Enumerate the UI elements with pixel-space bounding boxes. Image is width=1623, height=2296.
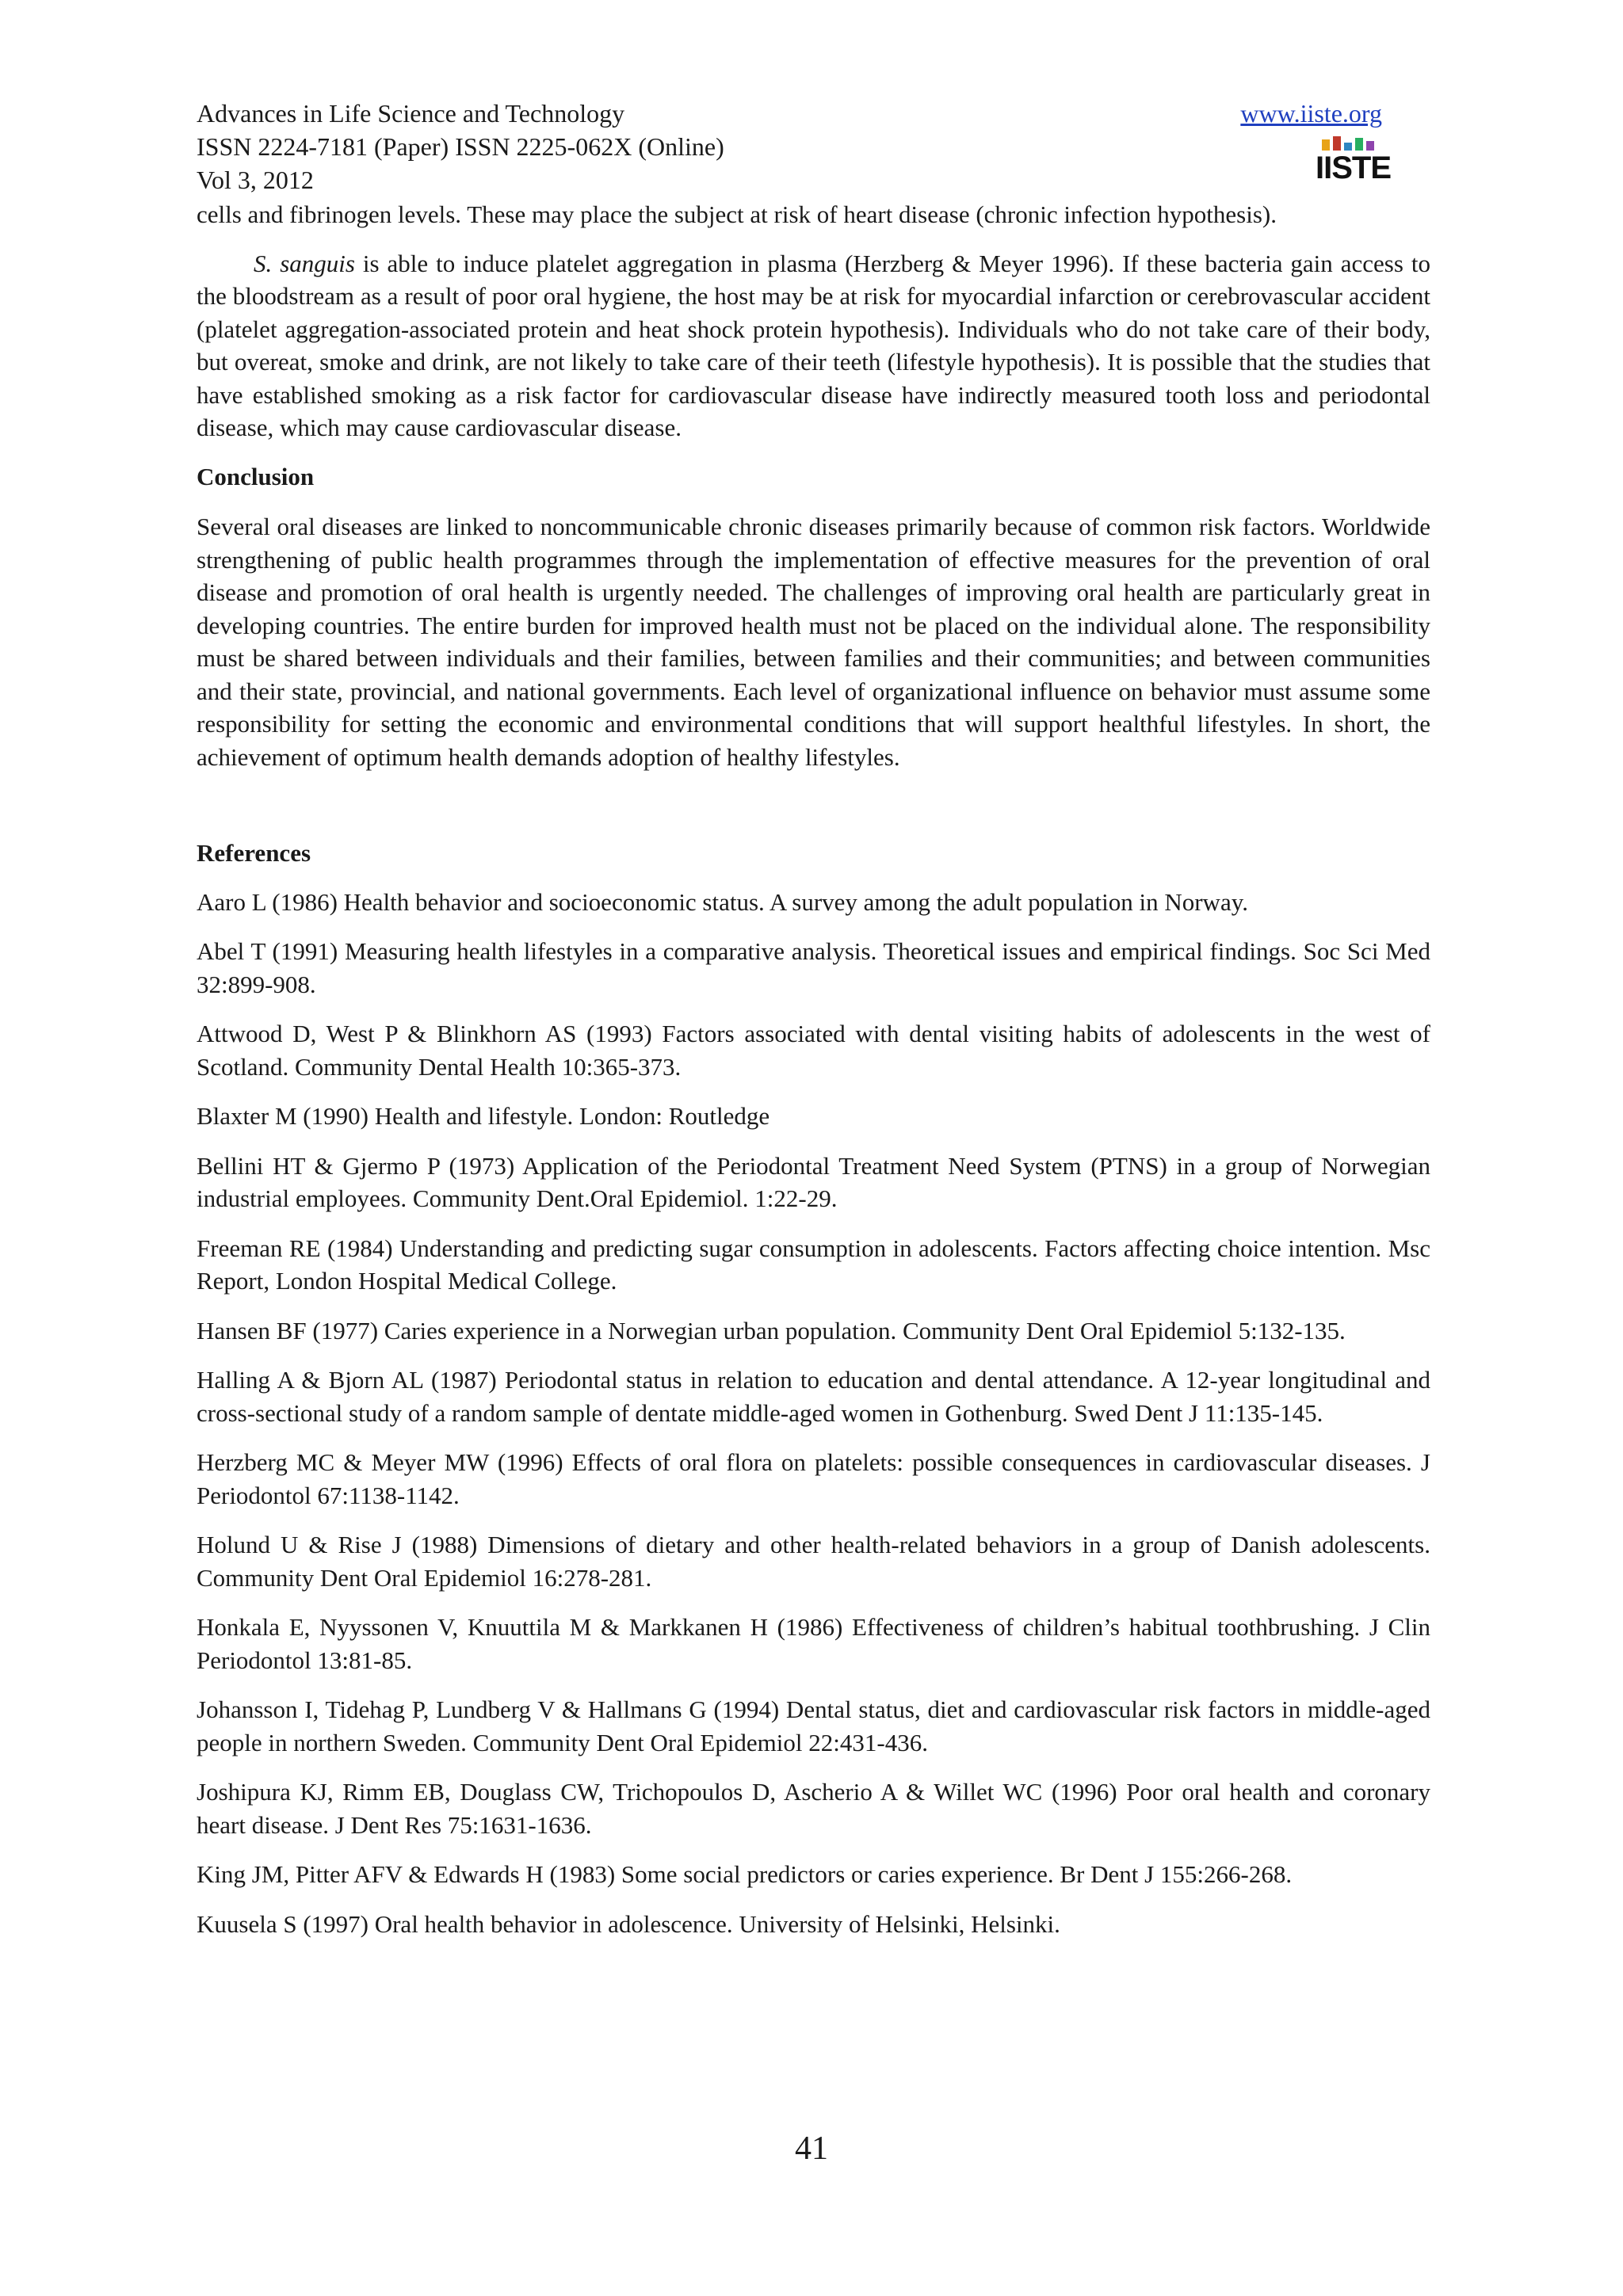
reference-item: Holund U & Rise J (1988) Dimensions of dietary and other health-related behaviors in a group of Danish adolescents. Community Dent Oral Epidemiol 16:278-281. (197, 1531, 1430, 1592)
paragraph-text: is able to induce platelet aggregation in plasma (Herzberg & Meyer 1996). If these bacteria gain access to the bloodstream as a result of poor oral hygiene, the host may be at risk for myocardial infarction or cerebrovascular accident (platelet aggregation-associated protein and heat shock protein hypothesis). Individuals who do not take care of their body, but overeat, smoke and drink, are not likely to take care of their teeth (lifestyle hypothesis). It is possible that the studies that have established smoking as a risk factor for cardiovascular disease have indirectly measured tooth loss and periodontal disease, which may cause cardiovascular disease. (197, 249, 1430, 441)
page-body (197, 198, 1430, 1940)
reference-item: Aaro L (1986) Health behavior and socioeconomic status. A survey among the adult population in Norway. (197, 887, 1248, 916)
page-number: 41 (795, 2130, 828, 2167)
references-heading: References (197, 839, 311, 867)
reference-item: Kuusela S (1997) Oral health behavior in adolescence. University of Helsinki, Helsinki. (197, 1909, 1060, 1938)
species-name: S. sanguis (254, 249, 355, 277)
issn-line: ISSN 2224-7181 (Paper) ISSN 2225-062X (Online) (197, 132, 724, 161)
reference-item: Blaxter M (1990) Health and lifestyle. London: Routledge (197, 1102, 770, 1130)
logo-text: IISTE (1316, 151, 1392, 185)
reference-item: Abel T (1991) Measuring health lifestyles in a comparative analysis. Theoretical issues and empirical findings. Soc Sci Med 32:899-908. (197, 937, 1430, 998)
journal-title: Advances in Life Science and Technology (197, 99, 625, 128)
reference-item: Honkala E, Nyyssonen V, Knuuttila M & Markkanen H (1986) Effectiveness of children’s habitual toothbrushing. J Clin Periodontol 13:81-85. (197, 1613, 1430, 1674)
body-paragraph-sanguis (197, 247, 1430, 444)
continued-paragraph: cells and fibrinogen levels. These may place the subject at risk of heart disease (chronic infection hypothesis). (197, 200, 1277, 228)
conclusion-paragraph: Several oral diseases are linked to noncommunicable chronic diseases primarily because of common risk factors. Worldwide strengthening of public health programmes through the implementation of effective measures for the prevention of oral disease and promotion of oral health is urgently needed. The challenges of improving oral health are particularly great in developing countries. The entire burden for improved health must not be placed on the individual alone. The responsibility must be shared between individuals and their families, between families and their communities; and between communities and their state, provincial, and national governments. Each level of organizational influence on behavior must assume some responsibility for setting the economic and environmental conditions that will support healthful lifestyles. In short, the achievement of optimum health demands adoption of healthy lifestyles. (197, 513, 1430, 771)
reference-item: Johansson I, Tidehag P, Lundberg V & Hallmans G (1994) Dental status, diet and cardiovascular risk factors in middle-aged people in northern Sweden. Community Dent Oral Epidemiol 22:431-436. (197, 1695, 1430, 1756)
reference-item: Freeman RE (1984) Understanding and predicting sugar consumption in adolescents. Factors affecting choice intention. Msc Report, London Hospital Medical College. (197, 1234, 1430, 1295)
reference-item: King JM, Pitter AFV & Edwards H (1983) Some social predictors or caries experience. Br Dent J 155:266-268. (197, 1860, 1293, 1888)
logo-bars-icon (1316, 136, 1377, 151)
reference-item: Halling A & Bjorn AL (1987) Periodontal status in relation to education and dental attendance. A 12-year longitudinal and cross-sectional study of a random sample of dentate middle-aged women in Gothenburg. Swed Dent J 11:135-145. (197, 1366, 1430, 1427)
reference-item: Joshipura KJ, Rimm EB, Douglass CW, Trichopoulos D, Ascherio A & Willet WC (1996) Poor oral health and coronary heart disease. J Dent Res 75:1631-1636. (197, 1778, 1430, 1839)
reference-item: Hansen BF (1977) Caries experience in a Norwegian urban population. Community Dent Oral Epidemiol 5:132-135. (197, 1316, 1346, 1344)
reference-list (197, 886, 1430, 1941)
conclusion-heading: Conclusion (197, 462, 315, 490)
volume-line: Vol 3, 2012 (197, 166, 314, 194)
page-header (197, 97, 1392, 196)
website-link[interactable]: www.iiste.org (1240, 99, 1382, 128)
reference-item: Herzberg MC & Meyer MW (1996) Effects of oral flora on platelets: possible consequences in cardiovascular diseases. J Periodontol 67:1138-1142. (197, 1448, 1430, 1509)
reference-item: Bellini HT & Gjermo P (1973) Application of the Periodontal Treatment Need System (PTNS) in a group of Norwegian industrial employees. Community Dent.Oral Epidemiol. 1:22-29. (197, 1151, 1430, 1212)
reference-item: Attwood D, West P & Blinkhorn AS (1993) Factors associated with dental visiting habits of adolescents in the west of Scotland. Community Dental Health 10:365-373. (197, 1020, 1430, 1081)
iiste-logo (1316, 136, 1392, 192)
